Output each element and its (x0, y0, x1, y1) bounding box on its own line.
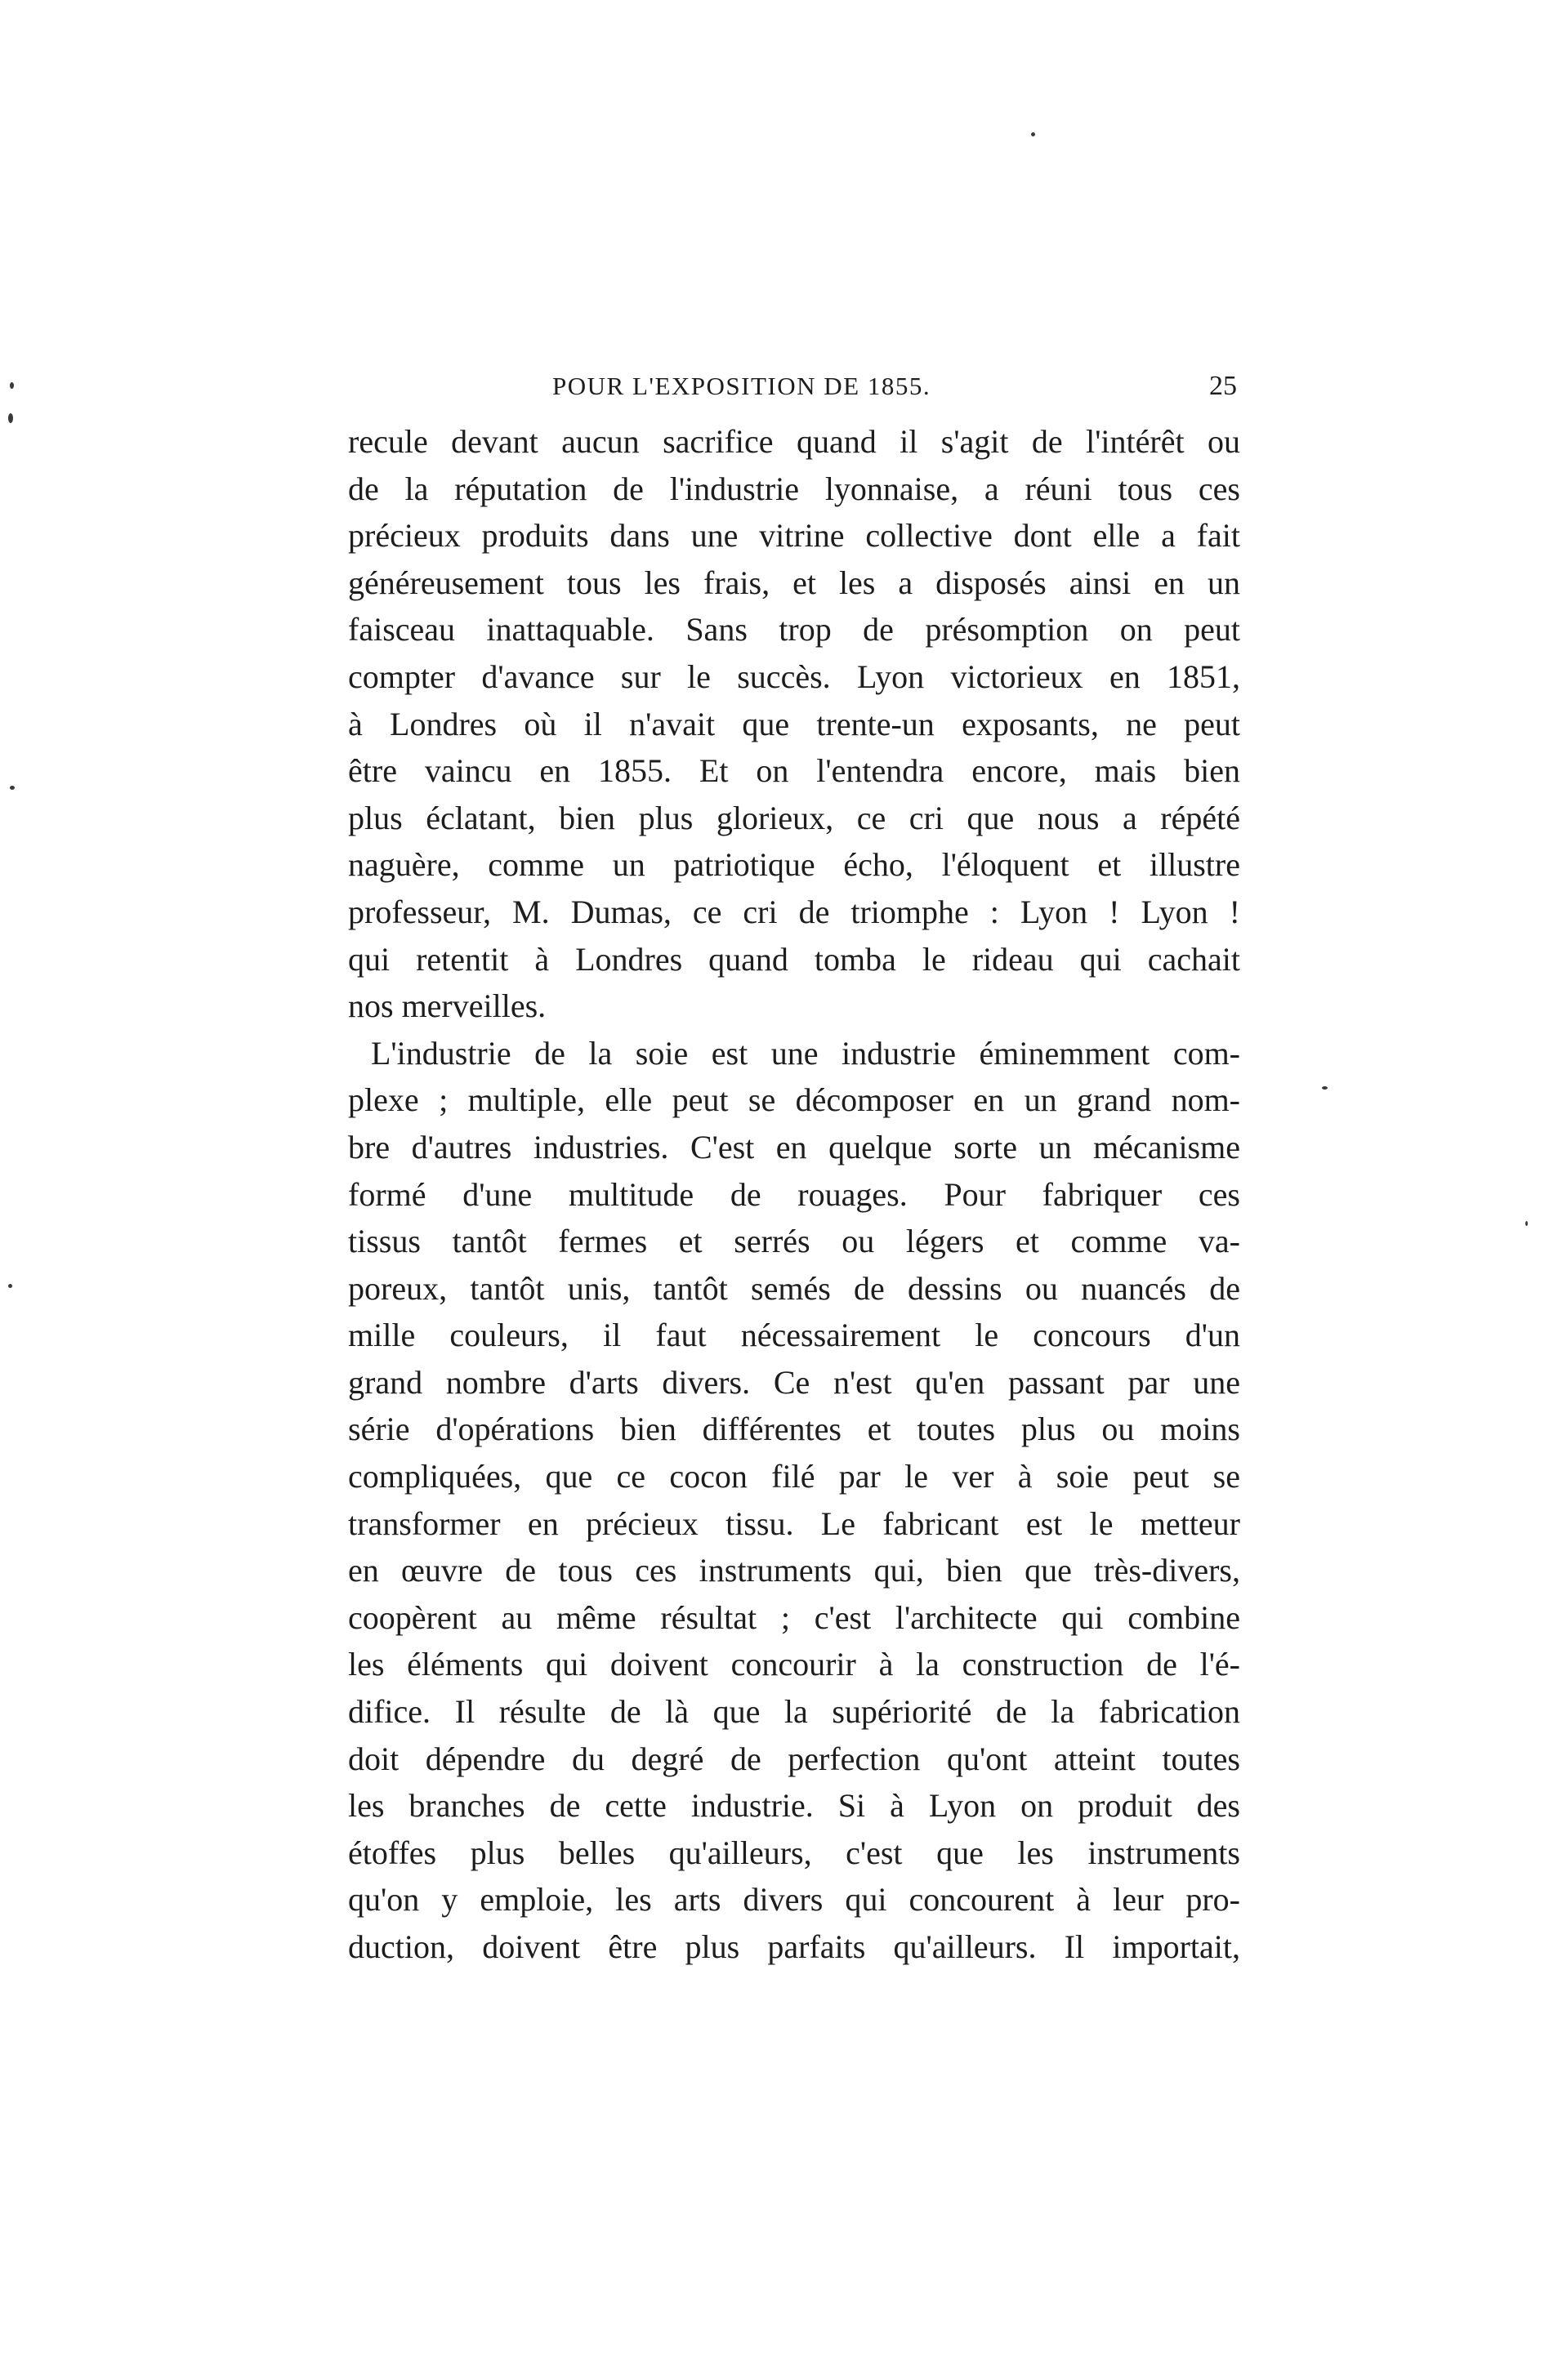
scan-speck (8, 413, 13, 423)
text-line: compliquées, que ce cocon filé par le ver à soie peut se (348, 1458, 1240, 1495)
scan-speck (8, 1284, 12, 1288)
text-line: doit dépendre du degré de perfection qu'ont atteint toutes (348, 1740, 1240, 1777)
text-line: grand nombre d'arts divers. Ce n'est qu'en passant par une (348, 1363, 1240, 1401)
text-line: en œuvre de tous ces instruments qui, bien que très-divers, (348, 1552, 1240, 1589)
text-line: professeur, M. Dumas, ce cri de triomphe : Lyon ! Lyon ! (348, 893, 1240, 930)
text-line: les branches de cette industrie. Si à Lyon on produit des (348, 1787, 1240, 1825)
text-line: formé d'une multitude de rouages. Pour fabriquer ces (348, 1175, 1240, 1213)
text-line: nos merveilles. (348, 987, 547, 1025)
text-line: à Londres où il n'avait que trente-un exposants, ne peut (348, 705, 1240, 742)
text-line: faisceau inattaquable. Sans trop de présomption on peut (348, 611, 1240, 648)
text-line: qu'on y emploie, les arts divers qui concourent à leur pro- (348, 1881, 1240, 1919)
text-line: duction, doivent être plus parfaits qu'ailleurs. Il importait, (348, 1928, 1240, 1965)
scan-speck (1525, 1221, 1528, 1226)
text-line: de la réputation de l'industrie lyonnaise, a réuni tous ces (348, 470, 1240, 507)
text-line: naguère, comme un patriotique écho, l'éloquent et illustre (348, 846, 1240, 884)
text-line: plexe ; multiple, elle peut se décomposer en un grand nom- (348, 1081, 1240, 1119)
paragraph-1 (348, 418, 1240, 1030)
text-line: série d'opérations bien différentes et toutes plus ou moins (348, 1411, 1240, 1448)
text-line: transformer en précieux tissu. Le fabricant est le metteur (348, 1504, 1240, 1542)
text-line: compter d'avance sur le succès. Lyon victorieux en 1851, (348, 657, 1240, 695)
scan-speck (1322, 1086, 1328, 1090)
text-line: tissus tantôt fermes et serrés ou légers et comme va- (348, 1223, 1240, 1260)
scan-speck (10, 382, 14, 389)
running-title: POUR L'EXPOSITION DE 1855. (552, 372, 931, 400)
text-line: les éléments qui doivent concourir à la construction de l'é- (348, 1646, 1240, 1683)
page-number: 25 (1209, 371, 1237, 401)
text-line: qui retentit à Londres quand tomba le rideau qui cachait (348, 940, 1240, 978)
text-line: L'industrie de la soie est une industrie éminemment com- (371, 1034, 1240, 1072)
text-line: plus éclatant, bien plus glorieux, ce cri que nous a répété (348, 799, 1240, 836)
scan-speck (1031, 132, 1035, 136)
text-line: poreux, tantôt unis, tantôt semés de dessins ou nuancés de (348, 1269, 1240, 1307)
scan-speck (10, 786, 15, 790)
text-line: coopèrent au même résultat ; c'est l'architecte qui combine (348, 1598, 1240, 1636)
body-text (348, 418, 1240, 1971)
text-line: étoffes plus belles qu'ailleurs, c'est que les instruments (348, 1834, 1240, 1871)
paragraph-2 (348, 1030, 1240, 1971)
text-line: difice. Il résulte de là que la supériorité de la fabrication (348, 1693, 1240, 1731)
text-line: recule devant aucun sacrifice quand il s'agit de l'intérêt ou (348, 423, 1240, 460)
text-line: bre d'autres industries. C'est en quelque sorte un mécanisme (348, 1128, 1240, 1165)
text-line: précieux produits dans une vitrine collective dont elle a fait (348, 517, 1240, 555)
running-head (348, 366, 1240, 407)
text-line: être vaincu en 1855. Et on l'entendra encore, mais bien (348, 752, 1240, 790)
text-line: généreusement tous les frais, et les a disposés ainsi en un (348, 564, 1240, 601)
text-line: mille couleurs, il faut nécessairement le concours d'un (348, 1317, 1240, 1354)
